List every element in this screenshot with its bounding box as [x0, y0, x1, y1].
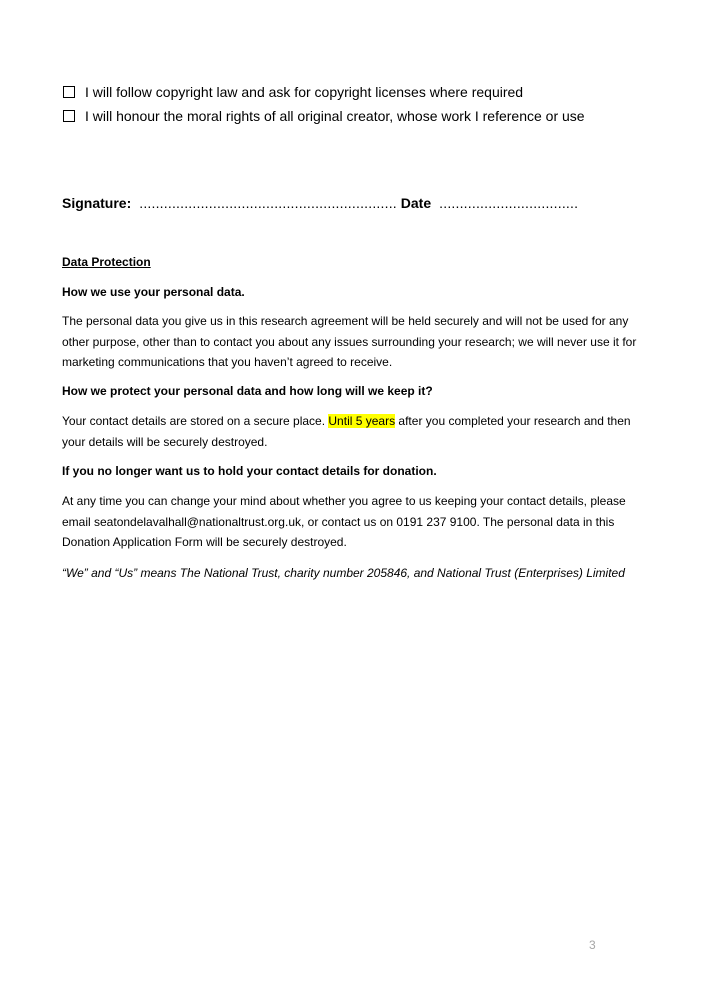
signature-label: Signature: — [62, 195, 132, 211]
checklist-label: I will honour the moral rights of all original creator, whose work I reference or use — [85, 108, 585, 124]
highlighted-text: Until 5 years — [328, 414, 396, 428]
section-heading: How we use your personal data. — [62, 285, 245, 299]
section-heading: How we protect your personal data and how long will we keep it? — [62, 384, 433, 398]
body-text: Your contact details are stored on a secure place. — [62, 414, 329, 428]
footnote: “We” and “Us” means The National Trust, charity number 205846, and National Trust (Enterprises) Limited — [62, 566, 625, 580]
checklist-item — [63, 83, 523, 101]
page-number: 3 — [589, 938, 596, 952]
section-body: The personal data you give us in this research agreement will be held securely and will not be used for any other purpose, other than to contact you about any issues surrounding your research; we will never use it for marketing communications that you haven’t agreed to receive. — [62, 314, 637, 369]
signature-line — [62, 195, 578, 211]
section-body — [62, 411, 637, 452]
section-body: At any time you can change your mind about whether you agree to us keeping your contact details, please email seatondelavalhall@nationaltrust.org.uk, or contact us on 0191 237 9100. The personal data in this Donation Application Form will be securely destroyed. — [62, 494, 626, 549]
signature-field[interactable]: ............................................................... — [139, 195, 397, 211]
checkbox[interactable] — [63, 110, 75, 122]
checklist-label: I will follow copyright law and ask for copyright licenses where required — [85, 84, 524, 100]
date-field: .................................. — [439, 195, 579, 211]
checklist-item — [63, 107, 585, 125]
checkbox[interactable] — [63, 86, 75, 98]
body-text: after you completed your research and then your details will be securely destroyed. — [62, 414, 631, 449]
section-heading: If you no longer want us to hold your contact details for donation. — [62, 464, 437, 478]
data-protection-heading: Data Protection — [62, 255, 151, 269]
date-label: Date — [400, 195, 432, 211]
